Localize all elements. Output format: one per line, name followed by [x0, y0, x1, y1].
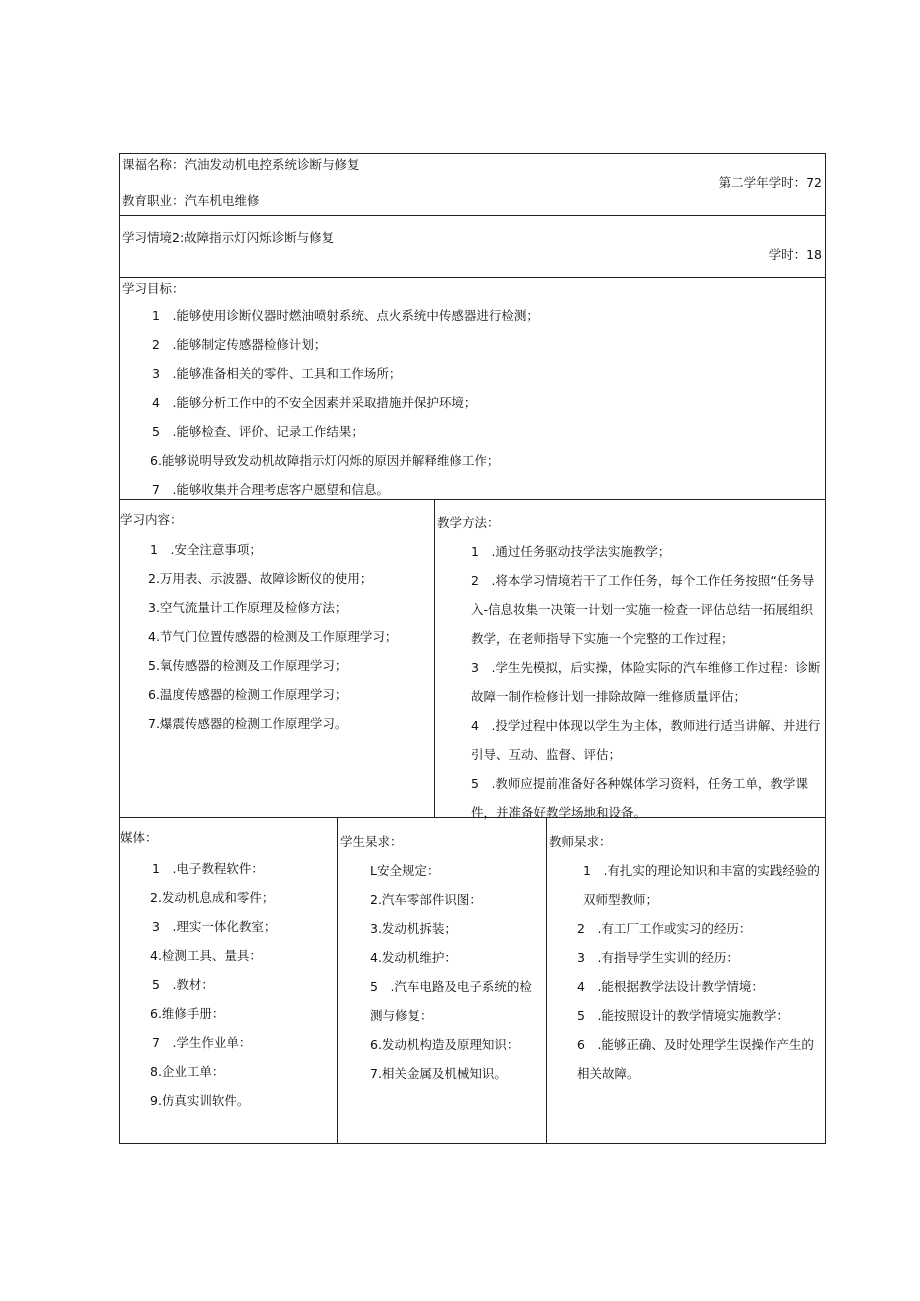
methods-cell [434, 500, 825, 820]
objectives-row [120, 277, 825, 499]
requirements-row [120, 817, 825, 1143]
content-cell [120, 500, 434, 817]
media-cell [120, 818, 337, 1143]
list-item: 5.氧传感器的检测及工作原理学习； [148, 658, 348, 673]
list-item: 3 .能够准备相关的零件、工具和工作场所； [152, 366, 402, 381]
list-item: 3 .理实一体化教室； [152, 919, 277, 934]
student-req-item: L安全规定： [370, 863, 440, 878]
course-header-row [120, 154, 825, 215]
student-req-item: 7.相关金属及机械知识。 [370, 1066, 507, 1081]
list-item: 5 .教材： [152, 977, 214, 992]
objectives-heading: 学习目标： [122, 281, 185, 296]
student-req-cell [337, 818, 546, 1143]
major: 教育职业：汽车机电维修 [122, 193, 260, 208]
list-item: 4.节气门位置传感器的检测及工作原理学习； [148, 629, 398, 644]
teacher-req-item: 4 .能根据教学法设计教学情境： [577, 979, 764, 994]
media-list [150, 859, 276, 1120]
student-req-item: 6.发动机构造及原理知识： [370, 1037, 520, 1052]
list-item: 6.维修手册： [150, 1006, 225, 1021]
student-req-item: 5 .汽车电路及电子系统的检测与修复： [370, 979, 532, 1023]
list-item: 2 .能够制定传感器检修计划； [152, 337, 327, 352]
situation-row [120, 215, 825, 277]
content-list [148, 540, 397, 743]
teacher-req-item: 3 .有指导学生实训的经历： [577, 950, 739, 965]
course-document-table [119, 153, 826, 1144]
student-req-item: 2.汽车零部件识图： [370, 892, 482, 907]
list-item: 7 .学生作业单： [152, 1035, 252, 1050]
year-hours: 第二学年学时：72 [718, 175, 822, 190]
situation-title: 学习情境2:故障指示灯闪烁诊断与修复 [122, 230, 335, 245]
list-item: 6.温度传感器的检测工作原理学习； [148, 687, 348, 702]
situation-hours: 学时：18 [768, 247, 822, 262]
student-req-item: 4.发动机维护： [370, 950, 457, 965]
list-item: 2.发动机息成和零件； [150, 890, 275, 905]
list-item: 6.能够说明导致发动机故障指示灯闪烁的原因并解释维修工作； [150, 453, 500, 468]
list-item: 7 .能够收集并合理考虑客户愿望和信息。 [152, 482, 389, 497]
teacher-req-item: 6 .能够正确、及时处理学生误操作产生的相关故障。 [577, 1037, 814, 1081]
list-item: 1 .电子教程软件： [152, 861, 264, 876]
media-heading: 媒体： [120, 830, 158, 845]
methods-item: 5 .教师应提前准备好各种媒体学习资料，任务工单，教学课件，并准备好教学场地和设备。 [471, 776, 808, 820]
content-heading: 学习内容： [120, 512, 183, 527]
objectives-list [150, 306, 539, 509]
list-item: 4.检测工具、量具： [150, 948, 262, 963]
teacher-req-item: 2 .有工厂工作或实习的经历： [577, 921, 752, 936]
methods-item: 3 .学生先模拟，后实操，体险实际的汽车维修工作过程：诊断故障一制作检修计划一排除故障一维修质量评估； [471, 660, 821, 704]
list-item: 5 .能够检查、评价、记录工作结果； [152, 424, 364, 439]
methods-item: 2 .将本学习情境若干了工作任务，每个工作任务按照“任务导入-信息妆集一决策一计划一实施一检查一评估总结一拓展组织教学，在老师指导下实施一个完整的工作过程； [471, 573, 815, 646]
student-req-heading: 学生杲求： [340, 834, 403, 849]
list-item: 8.企业工单： [150, 1064, 225, 1079]
content-methods-row [120, 499, 825, 820]
list-item: 9.仿真实训软件。 [150, 1093, 250, 1108]
teacher-req-cell [546, 818, 825, 1143]
list-item: 4 .能够分析工作中的不安全因素并采取措施并保护环境； [152, 395, 477, 410]
teacher-req-item: 1 .有扎实的理论知识和丰富的实践经验的双师型教师； [583, 863, 820, 907]
teacher-req-heading: 教师杲求： [549, 834, 612, 849]
methods-item: 4 .投学过程中体现以学生为主体，教师进行适当讲解、并进行引导、互动、监督、评估； [471, 718, 821, 762]
list-item: 3.空气流量计工作原理及检修方法； [148, 600, 348, 615]
list-item: 1 .安全注意事项； [150, 542, 262, 557]
methods-item: 1 .通过任务驱动技学法实施教学； [471, 544, 671, 559]
list-item: 2.万用表、示波器、故障诊断仪的使用； [148, 571, 373, 586]
methods-heading: 教学方法： [437, 515, 500, 530]
list-item: 7.爆震传感器的检测工作原理学习。 [148, 716, 348, 731]
course-name: 课福名称：汽油发动机电控系统诊断与修复 [122, 157, 360, 172]
list-item: 1 .能够使用诊断仪器时燃油喷射系统、点火系统中传感器进行检测； [152, 308, 539, 323]
teacher-req-item: 5 .能按照设计的教学情境实施教学： [577, 1008, 789, 1023]
student-req-item: 3.发动机拆装； [370, 921, 457, 936]
